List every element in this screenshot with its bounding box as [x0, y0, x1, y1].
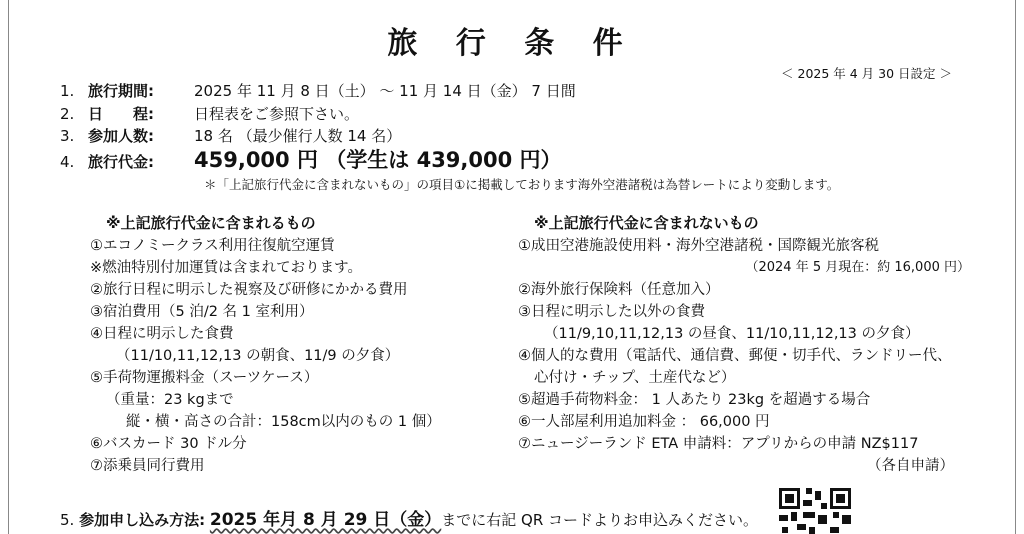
item-participants	[60, 126, 401, 146]
included-list	[90, 212, 441, 477]
page-title: 旅 行 条 件	[387, 26, 637, 61]
list-item: ②海外旅行保険料（任意加入）	[518, 282, 720, 298]
list-item: ②旅行日程に明示した視察及び研修にかかる費用	[90, 282, 408, 298]
item-number: 2.	[60, 105, 75, 123]
page-border-left	[8, 0, 9, 534]
price-value: 459,000 円 （学生は 439,000 円）	[194, 148, 562, 172]
apply-instructions: までに右記 QR コードよりお申込みください。	[441, 511, 759, 529]
list-item: （各自申請）	[867, 458, 954, 474]
list-item: ③日程に明示した以外の食費	[518, 304, 705, 320]
list-item: 心付け・チップ、土産代など）	[534, 370, 736, 386]
item-label: 旅行期間:	[88, 82, 154, 100]
qr-code-icon[interactable]	[779, 488, 851, 534]
list-item: ①成田空港施設使用料・海外空港諸税・国際観光旅客税	[518, 238, 879, 254]
item-number: 3.	[60, 127, 75, 145]
item-value: 18 名 （最少催行人数 14 名）	[194, 127, 402, 145]
list-item: 縦・横・高さの合計：158cm以内のもの 1 個）	[126, 414, 441, 430]
list-item: ①エコノミークラス利用往復航空運賃	[90, 238, 335, 254]
list-item: ⑤手荷物運搬料金（スーツケース）	[90, 370, 319, 386]
included-heading: ※上記旅行代金に含まれるもの	[106, 214, 316, 232]
list-item: ⑦添乗員同行費用	[90, 458, 205, 474]
excluded-list	[518, 212, 970, 477]
list-item: （11/9,10,11,12,13 の昼食、11/10,11,12,13 の夕食）	[544, 326, 920, 342]
page-border-right	[1015, 0, 1016, 534]
list-item: ④個人的な費用（電話代、通信費、郵便・切手代、ランドリー代、	[518, 348, 952, 364]
list-item: ③宿泊費用（5 泊/2 名 1 室利用）	[90, 304, 314, 320]
excluded-heading: ※上記旅行代金に含まれないもの	[534, 214, 759, 232]
item-travel-period	[60, 81, 576, 101]
list-item: （2024 年 5 月現在：約 16,000 円）	[745, 260, 970, 275]
application-method	[60, 505, 758, 530]
list-item: ⑦ニュージーランド ETA 申請料：アプリからの申請 NZ$117	[518, 436, 919, 452]
item-label: 日 程:	[88, 105, 154, 123]
apply-deadline: 2025 年月 8 月 29 日（金）	[209, 510, 442, 530]
list-item: ⑥一人部屋利用追加料金 ： 66,000 円	[518, 414, 770, 430]
list-item: ※燃油特別付加運賃は含まれております。	[90, 260, 362, 276]
price-note: ＊「上記旅行代金に含まれないもの」の項目①に掲載しております海外空港諸税は為替レートにより変動します。	[204, 177, 840, 192]
list-item: ④日程に明示した食費	[90, 326, 234, 342]
list-item: （重量：23 kgまで	[106, 392, 234, 408]
list-item: ⑤超過手荷物料金： 1 人あたり 23kg を超過する場合	[518, 392, 871, 408]
item-value: 日程表をご参照下さい。	[194, 105, 360, 123]
item-label: 参加人数:	[88, 127, 154, 145]
item-number: 4.	[60, 153, 75, 171]
date-set-label: ＜ 2025 年 4 月 30 日設定 ＞	[781, 66, 952, 81]
item-value: 2025 年 11 月 8 日（土） ～ 11 月 14 日（金） 7 日間	[194, 82, 576, 100]
list-item: ⑥バスカード 30 ドル分	[90, 436, 247, 452]
item-label: 旅行代金:	[88, 153, 154, 171]
apply-label: 参加申し込み方法:	[79, 511, 206, 529]
item-price	[60, 147, 562, 173]
item-schedule	[60, 104, 359, 124]
list-item: （11/10,11,12,13 の朝食、11/9 の夕食）	[116, 348, 400, 364]
apply-number: 5.	[60, 511, 75, 529]
item-number: 1.	[60, 82, 75, 100]
